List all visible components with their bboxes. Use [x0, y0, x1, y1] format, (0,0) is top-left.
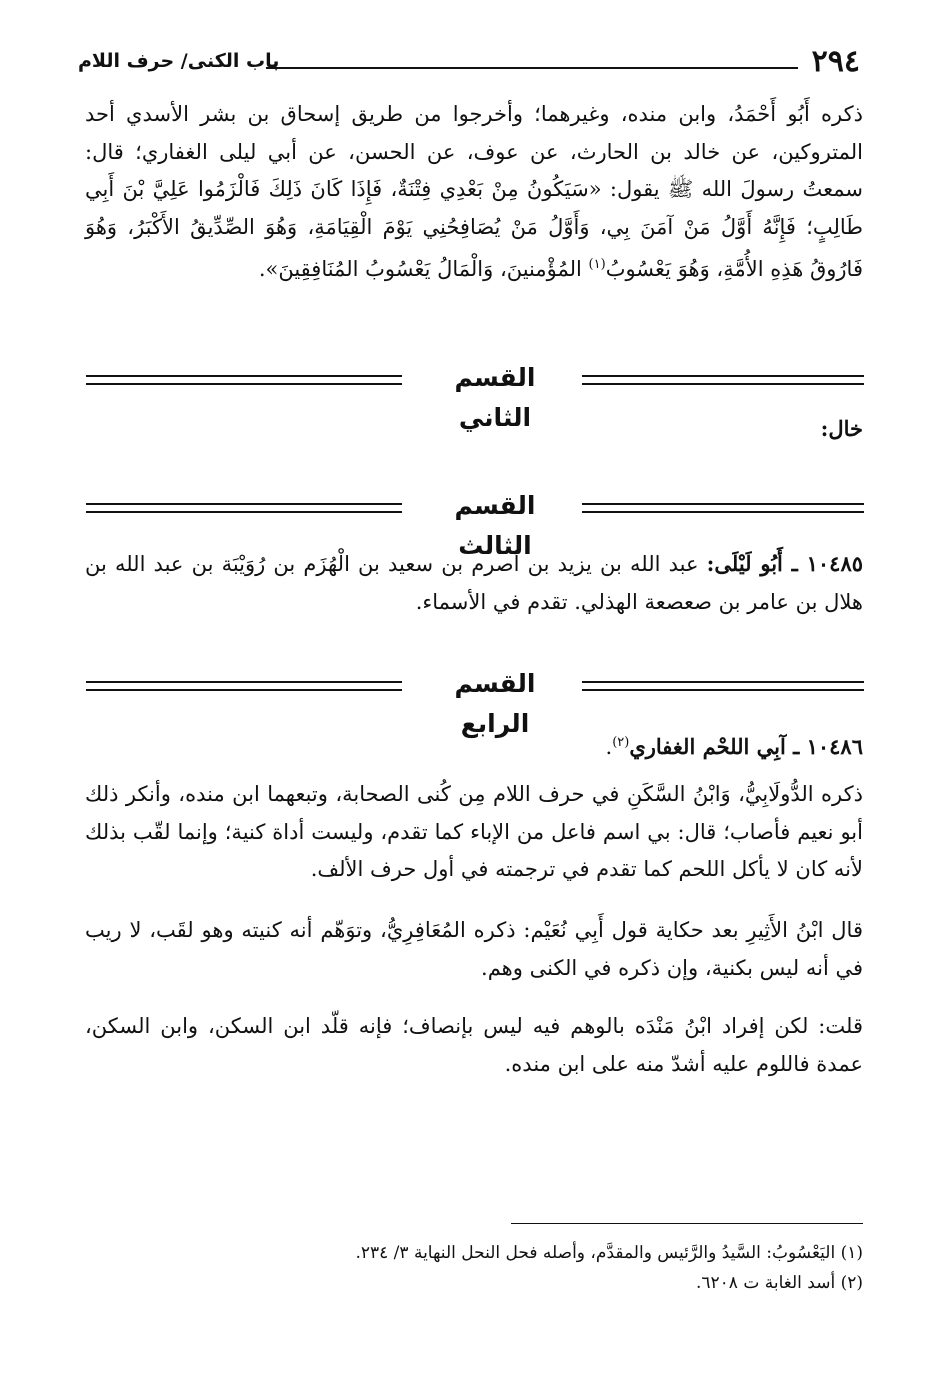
section-header-fourth	[86, 664, 864, 738]
entry-10485	[85, 545, 863, 621]
paragraph-dulabi: ذكره الدُّولَابِيُّ، وَابْنُ السَّكَنِ في حرف اللام مِن كُنى الصحابة، وتبعهما ابن منده، وأنكر ذلك أبو نعيم فأصاب؛ قال: بي اسم فاعل من الإباء كما تقدم، وليست أداة كنية؛ وإنما لقّب بذلك لأنه كان لا يأكل اللحم كما تقدم في ترجمته في أول حرف الألف.	[85, 782, 863, 881]
section-title: القسم الثاني	[454, 363, 536, 432]
section-header-third	[86, 486, 864, 560]
paragraph-text: ذكره أَبُو أَحْمَدُ، وابن منده، وغيرهما؛ وأخرجوا من طريق إسحاق بن بشر الأسدي أحد المتروكين، عن خالد بن الحارث، عن عوف، عن الحسن، عن أبي ليلى الغفاري؛ قال: سمعتُ رسولَ الله ﷺ يقول: «سَيَكُونُ مِنْ بَعْدِي فِتْنَةٌ، فَإِذَا كَانَ ذَلِكَ فَالْزَمُوا عَلِيَّ بْنَ أَبِي طَالِبٍ؛ فَإِنَّهُ أَوَّلُ مَنْ آمَنَ بِي، وَأَوَّلُ مَنْ يُصَافِحُنِي يَوْمَ الْقِيَامَةِ، وَهُوَ الصِّدِّيقُ الأَكْبَرُ، وَهُوَ فَارُوقُ هَذِهِ الأُمَّةِ، وَهُوَ يَعْسُوبُ	[85, 102, 863, 281]
running-head: باب الكنى/ حرف اللام	[78, 50, 280, 72]
paragraph-ibn-athir: قال ابْنُ الأَثِيرِ بعد حكاية قول أَبِي نُعَيْم: ذكره المُعَافِرِيُّ، وتوَهّم أنه كنيته وهو لقَب، لا ريب في أنه ليس بكنية، وإن ذكره في الكنى وهم.	[85, 918, 863, 980]
section-rule-left	[86, 375, 402, 385]
footnote-2: (٢) أسد الغابة ت ٦٢٠٨.	[696, 1273, 863, 1293]
footnote-1: (١) اليَعْسُوبُ: السَّيدُ والرَّئيس والمقدَّم، وأصله فحل النحل النهاية ٣/ ٢٣٤.	[355, 1243, 863, 1263]
page-number: ٢٩٤	[811, 44, 860, 79]
entry-end: .	[605, 735, 613, 759]
section-rule-left	[86, 681, 402, 691]
paragraph-text-end: المُؤْمنينَ، وَالْمَالُ يَعْسُوبُ المُنَافِقِينَ».	[258, 257, 589, 281]
section-title: القسم الثالث	[454, 491, 536, 560]
paragraph-abu-ahmad	[85, 96, 863, 289]
page-header	[78, 44, 868, 84]
section-rule-right	[582, 503, 864, 513]
khal-label: خال:	[820, 416, 863, 441]
paragraph-qult: قلت: لكن إفراد ابْنُ مَنْدَه بالوهم فيه ليس بإنصاف؛ فإنه قلّد ابن السكن، وابن السكن، عمدة فاللوم عليه أشدّ منه على ابن منده.	[85, 1014, 863, 1076]
section-rule-right	[582, 375, 864, 385]
entry-heading: ١٠٤٨٦ ـ آبِي اللحْم الغفاري	[629, 734, 863, 759]
header-rule	[266, 67, 798, 69]
footnote-ref-2[interactable]: (٢)	[612, 735, 630, 750]
paragraph-khal	[85, 410, 863, 449]
entry-10486	[85, 724, 863, 767]
entry-heading: ١٠٤٨٥ ـ أَبُو لَيْلَى:	[706, 551, 864, 576]
entry-body: عبد الله بن يزيد بن أصرم بن سعيد بن الْهُزَم بن رُوَيْبَة بن عبد الله بن هلال بن عامر بن صعصعة الهذلي. تقدم في الأسماء.	[85, 552, 863, 614]
section-rule-left	[86, 503, 402, 513]
section-rule-right	[582, 681, 864, 691]
footnote-rule	[511, 1223, 863, 1224]
footnote-ref-1[interactable]: (١)	[588, 257, 606, 272]
section-title: القسم الرابع	[454, 669, 536, 738]
